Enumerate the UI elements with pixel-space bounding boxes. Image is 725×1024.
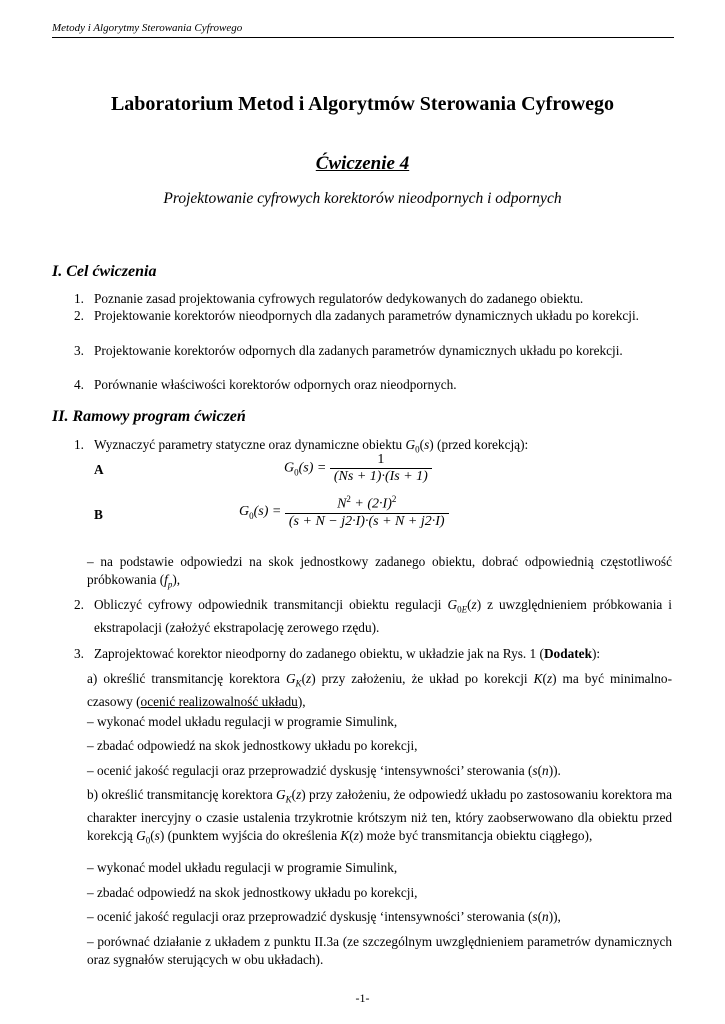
- header-rule: [52, 37, 674, 38]
- list-item: 2. Projektowanie korektorów nieodpornych dla zadanych parametrów dynamicznych układu po korekcji.: [74, 308, 639, 323]
- list-item: 1. Poznanie zasad projektowania cyfrowych regulatorów dedykowanych do zadanego obiektu.: [74, 291, 584, 306]
- subtask-a: a) określić transmitancję korektora $G_K(z)$ przy założeniu, że układ po korekcji K(z) ma być minimalno-czasowy (ocenić realizowalność układu),: [87, 671, 673, 710]
- equation-b: $G_0(s)$ = $\frac{N^2 + (2\cdot I)^2}{(s + N - j2\cdot I)\cdot(s + N + j2\cdot I)}$: [239, 494, 449, 530]
- list-item: 1. Wyznaczyć parametry statyczne oraz dynamiczne obiektu $G_0(s)$ (przed korekcją):: [74, 437, 529, 455]
- list-item: – ocenić jakość regulacji oraz przeprowadzić dyskusję ‘intensywności’ sterowania (s(n)).: [87, 763, 561, 778]
- variant-label-a: A: [94, 462, 104, 477]
- document-title: Laboratorium Metod i Algorytmów Sterowania Cyfrowego: [110, 93, 615, 115]
- list-item: 4. Porównanie właściwości korektorów odpornych oraz nieodpornych.: [74, 377, 457, 392]
- list-item: 3. Projektowanie korektorów odpornych dla zadanych parametrów dynamicznych układu po korekcji.: [74, 343, 623, 358]
- list-item: – wykonać model układu regulacji w programie Simulink,: [87, 860, 398, 875]
- variant-label-b: B: [94, 507, 103, 522]
- list-item: 3. Zaprojektować korektor nieodporny do zadanego obiektu, w układzie jak na Rys. 1 (Dodatek):: [74, 646, 601, 661]
- section-heading-goals: I. Cel ćwiczenia: [52, 263, 157, 280]
- list-item: – wykonać model układu regulacji w programie Simulink,: [87, 714, 398, 729]
- list-item: – ocenić jakość regulacji oraz przeprowadzić dyskusję ‘intensywności’ sterowania (s(n)),: [87, 909, 561, 924]
- list-item: – zbadać odpowiedź na skok jednostkowy układu po korekcji,: [87, 885, 418, 900]
- subtask-b: b) określić transmitancję korektora $G_K(z)$ przy założeniu, że odpowiedź układu po zastosowaniu korektora ma charakter inercyjny o czasie ustalenia trzykrotnie krótszym niż ten, który zaobserwowano dla obiektu przed korekcją $G_0(s)$ (punktem wyjścia do określenia K(z) może być transmitancja obiektu ciągłego),: [87, 787, 673, 846]
- sampling-note: – na podstawie odpowiedzi na skok jednostkowy zadanego obiektu, dobrać odpowiednią częstotliwość próbkowania $(f_p)$,: [87, 554, 672, 590]
- exercise-title: Ćwiczenie 4: [315, 153, 410, 174]
- running-header: Metody i Algorytmy Sterowania Cyfrowego: [52, 22, 243, 34]
- list-item: – porównać działanie z układem z punktu II.3a (ze szczególnym uwzględnieniem parametrów dynamicznych oraz sygnałów sterujących w obu układach).: [87, 934, 672, 967]
- page-number: -1-: [355, 991, 370, 1005]
- list-item: – zbadać odpowiedź na skok jednostkowy układu po korekcji,: [87, 738, 418, 753]
- section-heading-program: II. Ramowy program ćwiczeń: [52, 408, 246, 425]
- equation-a: $G_0(s)$ = $\frac{1}{(Ns + 1)\cdot(Is + 1)}$: [284, 452, 432, 485]
- exercise-topic: Projektowanie cyfrowych korektorów nieodpornych i odpornych: [163, 190, 562, 207]
- list-item: 2. Obliczyć cyfrowy odpowiednik transmitancji obiektu regulacji $G_{0E}(z)$ z uwzględnieniem próbkowania i ekstrapolacji (założyć ekstrapolację zerowego rzędu).: [74, 597, 672, 636]
